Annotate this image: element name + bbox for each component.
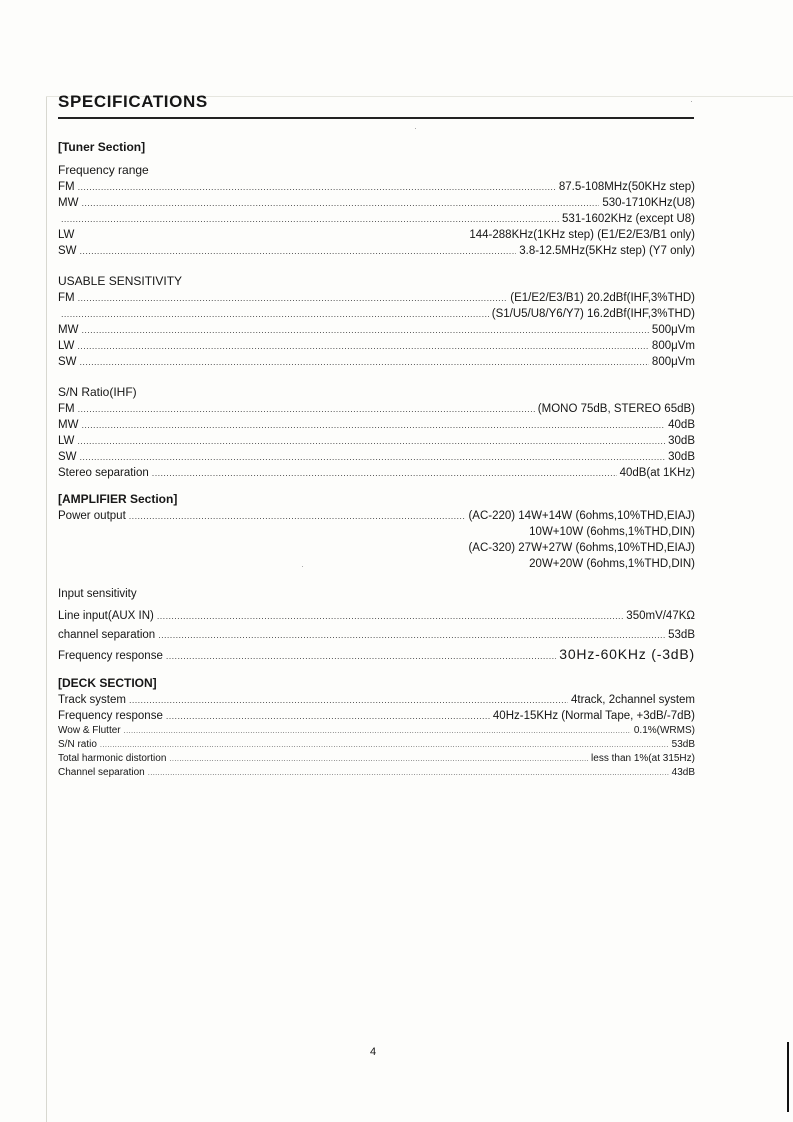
sn-ratio-label: S/N Ratio(IHF): [58, 385, 137, 399]
usable-sensitivity-label: USABLE SENSITIVITY: [58, 274, 183, 288]
spec-value: (MONO 75dB, STEREO 65dB): [537, 403, 695, 415]
spec-row: [58, 243, 695, 259]
spec-value: (AC-320) 27W+27W (6ohms,10%THD,EIAJ): [468, 542, 695, 554]
spec-row: [58, 540, 695, 556]
spec-value: 53dB: [668, 629, 695, 641]
spec-key: SW: [58, 451, 77, 463]
spec-value: 0.1%(WRMS): [633, 725, 695, 736]
spec-row: [58, 227, 695, 243]
spec-value: 530-1710KHz(U8): [602, 197, 695, 209]
spec-key: FM: [58, 403, 75, 415]
spec-key: LW: [58, 229, 75, 241]
spec-row: [58, 211, 695, 227]
spec-value: less than 1%(at 315Hz): [591, 753, 695, 764]
spec-row: [58, 417, 695, 433]
spec-value: 87.5-108MHz(50KHz step): [558, 181, 695, 193]
scan-mark: [787, 1042, 789, 1112]
spec-row: [58, 465, 695, 481]
spec-key: channel separation: [58, 629, 156, 641]
deck-section-heading: [DECK SECTION]: [58, 676, 157, 690]
frequency-range-label: Frequency range: [58, 163, 149, 177]
spec-value: (S1/U5/U8/Y6/Y7) 16.2dBf(IHF,3%THD): [491, 308, 695, 320]
page-number: 4: [370, 1046, 377, 1058]
frequency-range-list: [58, 179, 695, 259]
title-underline: [58, 117, 694, 119]
spec-value: 40dB: [668, 419, 695, 431]
spec-value: 30Hz-60KHz (-3dB): [559, 646, 695, 662]
spec-value: 10W+10W (6ohms,1%THD,DIN): [529, 526, 695, 538]
spec-value: 3.8-12.5MHz(5KHz step) (Y7 only): [519, 245, 695, 257]
spec-key: Channel separation: [58, 767, 145, 778]
spec-row: [58, 449, 695, 465]
spec-key: MW: [58, 419, 79, 431]
spec-row: [58, 556, 695, 572]
scan-speck: [691, 101, 692, 102]
spec-key: SW: [58, 245, 77, 257]
spec-value: 43dB: [671, 767, 695, 778]
amplifier-section-heading: [AMPLIFIER Section]: [58, 492, 178, 506]
spec-row: [58, 524, 695, 540]
spec-row: [58, 608, 695, 627]
spec-value: 30dB: [668, 435, 695, 447]
spec-key: Power output: [58, 510, 126, 522]
spec-key: MW: [58, 324, 79, 336]
spec-row: [58, 306, 695, 322]
spec-row: [58, 627, 695, 646]
spec-value: 800μVm: [651, 340, 695, 352]
spec-value: 4track, 2channel system: [570, 694, 695, 706]
spec-value: 350mV/47KΩ: [626, 610, 695, 622]
input-sensitivity-label: Input sensitivity: [58, 588, 137, 600]
spec-value: 531-1602KHz (except U8): [562, 213, 695, 225]
spec-row: [58, 752, 695, 766]
sensitivity-list: [58, 290, 695, 370]
sn-ratio-list: [58, 401, 695, 481]
scan-speck: [415, 128, 416, 129]
spec-row: [58, 290, 695, 306]
page-title: SPECIFICATIONS: [58, 92, 208, 111]
spec-row: [58, 354, 695, 370]
spec-row: [58, 179, 695, 195]
spec-key: S/N ratio: [58, 739, 97, 750]
tuner-section-heading: [Tuner Section]: [58, 140, 146, 154]
spec-value: 20W+20W (6ohms,1%THD,DIN): [529, 558, 695, 570]
spec-key: Line input(AUX IN): [58, 610, 154, 622]
spec-row: [58, 195, 695, 211]
spec-value: 144-288KHz(1KHz step) (E1/E2/E3/B1 only): [469, 229, 695, 241]
spec-value: 40Hz-15KHz (Normal Tape, +3dB/-7dB): [492, 710, 695, 722]
spec-content: [58, 138, 695, 780]
spec-key: Track system: [58, 694, 126, 706]
spec-value: 500μVm: [651, 324, 695, 336]
spec-row: [58, 401, 695, 417]
spec-row: [58, 433, 695, 449]
spec-key: Stereo separation: [58, 467, 149, 479]
spec-value: 53dB: [671, 739, 695, 750]
spec-value: (E1/E2/E3/B1) 20.2dBf(IHF,3%THD): [510, 292, 695, 304]
scan-edge-left: [46, 96, 47, 1122]
spec-key: LW: [58, 435, 75, 447]
spec-value: (AC-220) 14W+14W (6ohms,10%THD,EIAJ): [468, 510, 695, 522]
spec-row: [58, 738, 695, 752]
spec-row: [58, 646, 695, 665]
spec-row: [58, 322, 695, 338]
spec-key: Frequency response: [58, 650, 163, 662]
spec-value: 800μVm: [651, 356, 695, 368]
spec-row: [58, 508, 695, 524]
spec-row: [58, 724, 695, 738]
spec-key: Wow & Flutter: [58, 725, 121, 736]
deck-small-specs: [58, 724, 695, 780]
spec-key: FM: [58, 292, 75, 304]
spec-key: LW: [58, 340, 75, 352]
spec-value: 40dB(at 1KHz): [619, 467, 695, 479]
spec-key: Total harmonic distortion: [58, 753, 167, 764]
spec-key: FM: [58, 181, 75, 193]
spec-row: [58, 708, 695, 724]
spec-key: MW: [58, 197, 79, 209]
spec-value: 30dB: [668, 451, 695, 463]
spec-row: [58, 338, 695, 354]
spec-key: SW: [58, 356, 77, 368]
spec-row: [58, 766, 695, 780]
spec-row: [58, 692, 695, 708]
spec-key: Frequency response: [58, 710, 163, 722]
